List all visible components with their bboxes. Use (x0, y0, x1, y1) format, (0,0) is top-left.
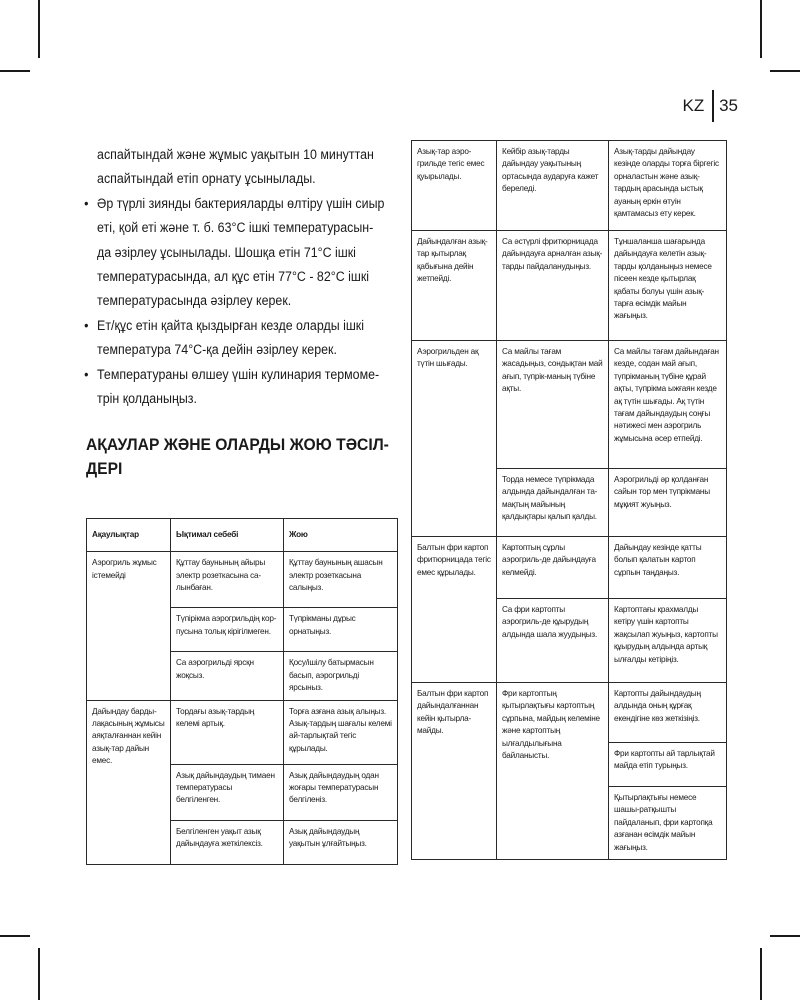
cause-cell: Құттау баунының айыры электр розеткасына са-лынбаған. (171, 552, 284, 608)
page-number: 35 (719, 96, 738, 115)
fix-cell: Қосу/ішілу батырмасын басып, аэрогрильді ярсыныз. (284, 652, 398, 700)
fix-cell: Азық дайындаудың уақытын ұлғайтыңыз. (284, 820, 398, 864)
cause-cell: Картоптың сұрлы аэрогриль-де дайындауға келмейді. (497, 537, 609, 599)
fault-cell: Аэрогриль жұмыс істемейді (87, 552, 171, 700)
bullet-item: • Ет/құс етін қайта қыздырған кезде оларды ішкі температура 74°C-қа дейін әзірлеу керек. (86, 314, 386, 363)
crop-mark (770, 70, 800, 72)
cause-cell: Белгіленген уақыт азық дайындауға жеткілексіз. (171, 820, 284, 864)
crop-mark (770, 935, 800, 937)
fix-cell: Дайындау кезінде қатты болып қалатын картоп сұрпын таңдаңыз. (609, 537, 727, 599)
table-row (412, 341, 727, 469)
fix-cell: Тұншаланша шағарында дайындауға келетін азық-тарды қолданыңыз немесе пісеен кезде қытырлақ қабаты болуы үшін азық-тарға өсімдік майын жағыңыз. (609, 231, 727, 341)
section-heading: АҚАУЛАР ЖӘНЕ ОЛАРДЫ ЖОЮ ТӘСІЛ-ДЕРІ (86, 435, 389, 478)
fix-cell: Құттау баунының ашасын электр розеткасына салыңыз. (284, 552, 398, 608)
column-header: Ықтимал себебі (171, 519, 284, 552)
cause-cell: Фри картоптың қытырлақтығы картоптың сұрпына, майдың келеміне және картоптың ылғалдылығына байланысты. (497, 683, 609, 860)
instructions-text (86, 143, 386, 411)
page-header (683, 90, 738, 122)
troubleshooting-table-left (86, 518, 398, 865)
cause-cell: Торда немесе түпрікмада алдында дайындалған та-мақтың майының қалдықтары қалып қалды. (497, 469, 609, 537)
table-row (412, 231, 727, 341)
fix-cell: Картопты дайындаудың алдында оның құрғақ екендігіне көз жеткізіңіз. (609, 683, 727, 743)
cause-cell: Тордағы азық-тардың келемі артық. (171, 700, 284, 764)
fault-cell: Балтын фри картоп фритюрницада тегіс емес құрылады. (412, 537, 497, 683)
cause-cell: Са майлы тағам жасадыңыз, сондықтан май ағып, түпрік-маның түбіне ақты. (497, 341, 609, 469)
bullet-list (86, 192, 386, 412)
fix-cell: Түпрікманы дұрыс орнатыңыз. (284, 608, 398, 652)
crop-mark (760, 0, 762, 58)
fix-cell: Азық-тарды дайындау кезінде оларды торға біргегіс орналастын және азық-тардың арасында ыстық ауаның еркін өтуін қамтамасыз ету керек. (609, 141, 727, 231)
column-header: Ақаулықтар (87, 519, 171, 552)
fix-cell: Торға азғана азық алыңыз. Азық-тардың шағалы келемі ай-тарлықтай тегіс құрылады. (284, 700, 398, 764)
crop-mark (0, 935, 30, 937)
fix-cell: Са майлы тағам дайындаған кезде, содан май ағып, түпрікманың түбіне құрай ақты, түпрікма ыжғаян кезде ақ түтін шығады. Ақ түтін тағам дайындаудың соңғы нәтижесі мен аэрогриль жұмысына әсер етпейді. (609, 341, 727, 469)
fault-cell: Балтын фри картоп дайындалғаннан кейін қытырла-майды. (412, 683, 497, 860)
troubleshooting-table-right (411, 140, 727, 860)
table-row (412, 537, 727, 599)
cause-cell: Са әстүрлі фритюрницада дайындауға арналған азық-тарды пайдаланудыңыз. (497, 231, 609, 341)
cause-cell: Са фри картопты аэрогриль-де құырудың алдында шала жуудыңыз. (497, 599, 609, 683)
fault-cell: Азық-тар аэро-грильде тегіс емес қуырылады. (412, 141, 497, 231)
fix-cell: Қытырлақтығы немесе шашы-ратқышты пайдаланып, фри картопқа азғанан өсімдік майын жағыңыз. (609, 787, 727, 860)
language-code: KZ (682, 96, 705, 115)
fix-cell: Аэрогрильді әр қолданған сайын тор мен түпрікманы мұқият жуыңыз. (609, 469, 727, 537)
cause-cell: Са аэрогрильді ярсқн жоқсыз. (171, 652, 284, 700)
bullet-item: • Әр түрлі зиянды бактерияларды өлтіру үшін сиыр еті, қой еті және т. б. 63°C ішкі температурасын-да әзірлеу ұсынылады. Шошқа етін 71°C ішкі температурасында, ал құс етін 77°C - 82°C ішкі температурасында әзірлеу керек. (86, 192, 386, 314)
table-row (87, 700, 398, 764)
crop-mark (0, 70, 30, 72)
cause-cell: Түпірікма аэрогрильдің кор-пусына толық кірігілмеген. (171, 608, 284, 652)
header-divider (712, 90, 714, 122)
table-row (87, 552, 398, 608)
fault-cell: Дайындау барды-лақасының жұмысы аяқталғаннан кейін азық-тар дайын емес. (87, 700, 171, 864)
fault-cell: Дайындалған азық-тар қытырлақ қабығына дейін жетпейді. (412, 231, 497, 341)
crop-mark (38, 948, 40, 1000)
fix-cell: Азық дайындаудың одан жоғары температурасын белгіленіз. (284, 764, 398, 820)
fault-cell: Аэрогрильден ақ түтін шығады. (412, 341, 497, 537)
bullet-item: • Температураны өлшеу үшін кулинария термоме-трін қолданыңыз. (86, 363, 386, 412)
fix-cell: Фри картопты ай тарлықтай майда етіп турыңыз. (609, 743, 727, 787)
crop-mark (760, 948, 762, 1000)
continuation-paragraph: аспайтындай және жұмыс уақытын 10 минуттан аспайтындай етіп орнату ұсынылады. (97, 147, 374, 187)
fix-cell: Картоптағы крахмалды кетіру үшін картопты жақсылап жуыңыз, картопты құырудың алдында артық ылғалды кетіріңіз. (609, 599, 727, 683)
left-column (86, 143, 386, 411)
cause-cell: Кейбір азық-тарды дайындау уақытының ортасында аударуға кажет береледі. (497, 141, 609, 231)
table-header-row (87, 519, 398, 552)
cause-cell: Азық дайындаудың тимаен температурасы белгіленген. (171, 764, 284, 820)
crop-mark (38, 0, 40, 58)
table-row (412, 683, 727, 743)
column-header: Жою (284, 519, 398, 552)
table-row (412, 141, 727, 231)
